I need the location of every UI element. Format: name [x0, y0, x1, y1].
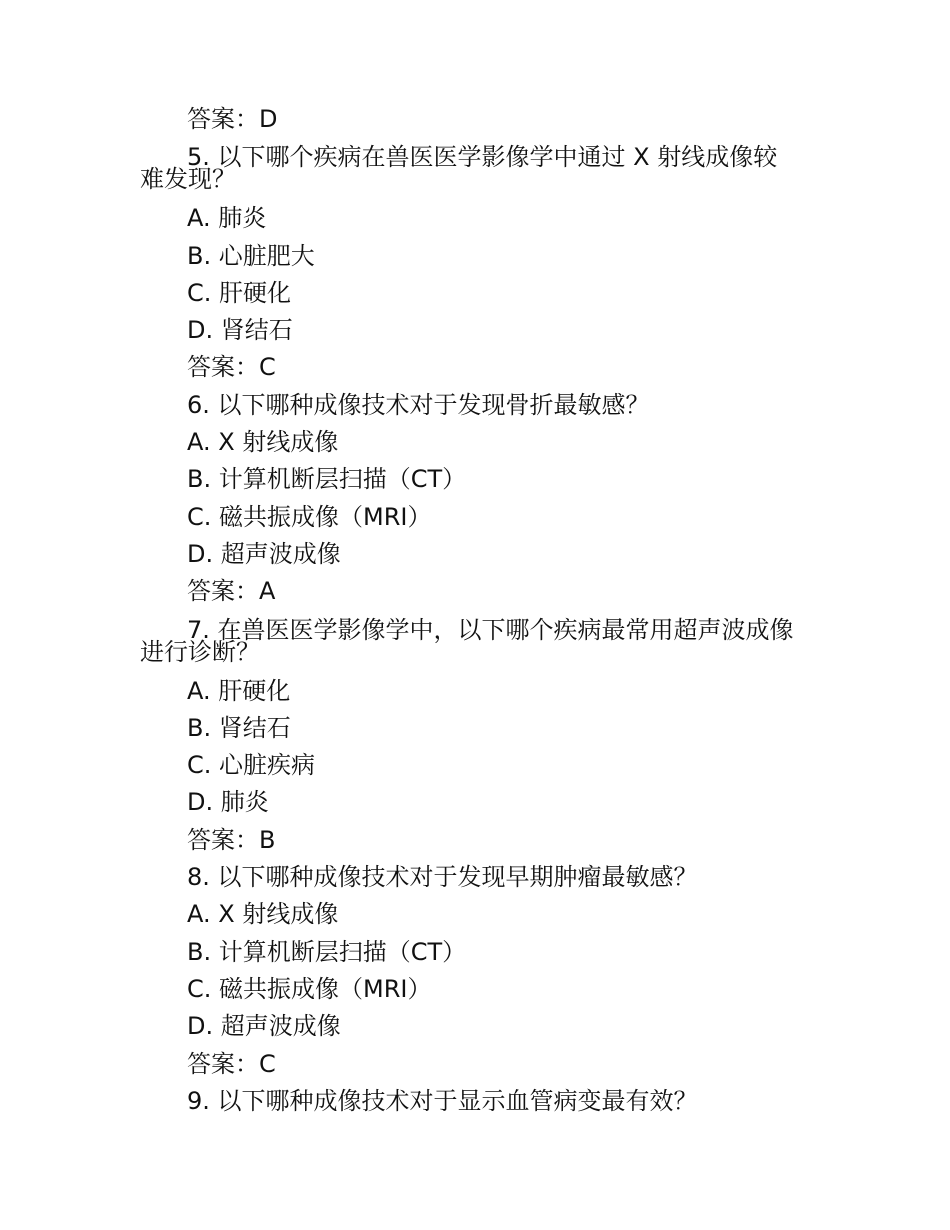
option-line: A. 肝硬化	[187, 676, 291, 705]
option-line: A. 肺炎	[187, 204, 267, 233]
answer-line: 答案：B	[187, 825, 276, 854]
question-9: 9. 以下哪种成像技术对于显示血管病变最有效？	[187, 1086, 698, 1115]
answer-line: 答案：C	[187, 1049, 276, 1078]
option-line: C. 磁共振成像（MRI）	[187, 502, 432, 531]
answer-line: 答案：D	[187, 105, 278, 133]
option-line: D. 肾结石	[187, 316, 293, 345]
option-line: B. 计算机断层扫描（CT）	[187, 465, 467, 494]
question-text: 5. 以下哪个疾病在兽医医学影像学中通过 X 射线成像较	[187, 143, 778, 172]
question-text-continued: 难发现？	[140, 165, 236, 194]
question-text: 7. 在兽医医学影像学中，以下哪个疾病最常用超声波成像	[187, 615, 794, 644]
option-line: D. 超声波成像	[187, 1012, 341, 1041]
question-8: 8. 以下哪种成像技术对于发现早期肿瘤最敏感？	[187, 863, 698, 892]
option-line: A. X 射线成像	[187, 900, 339, 929]
option-line: B. 计算机断层扫描（CT）	[187, 937, 467, 966]
option-line: D. 肺炎	[187, 788, 269, 817]
question-5	[140, 138, 840, 200]
answer-line: 答案：C	[187, 353, 276, 382]
option-line: C. 心脏疾病	[187, 751, 316, 780]
question-text-continued: 进行诊断？	[140, 637, 260, 666]
question-7	[140, 611, 840, 673]
option-line: D. 超声波成像	[187, 539, 341, 568]
option-line: C. 磁共振成像（MRI）	[187, 974, 432, 1003]
question-6: 6. 以下哪种成像技术对于发现骨折最敏感？	[187, 390, 650, 419]
option-line: B. 肾结石	[187, 713, 291, 742]
option-line: A. X 射线成像	[187, 428, 339, 457]
answer-line: 答案：A	[187, 577, 276, 606]
option-line: C. 肝硬化	[187, 278, 292, 307]
option-line: B. 心脏肥大	[187, 241, 315, 270]
quiz-content	[140, 101, 840, 1120]
